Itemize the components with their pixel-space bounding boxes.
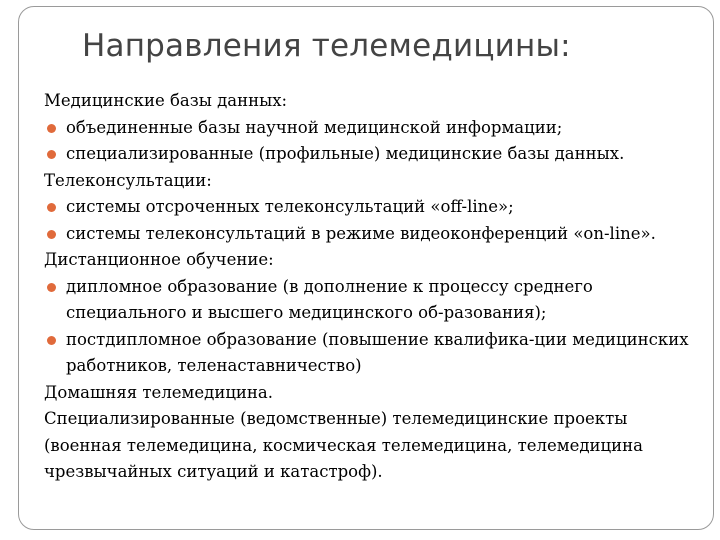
bullet-dot-icon [47, 283, 56, 292]
bullet-text: системы отсроченных телеконсультаций «off-line»; [66, 197, 514, 216]
section-heading-distance-learning: Дистанционное обучение: [44, 250, 274, 269]
bullet-item [44, 194, 694, 221]
bullet-item [44, 115, 694, 142]
bullet-text: объединенные базы научной медицинской информации; [66, 117, 563, 137]
bullet-dot-icon [47, 150, 56, 159]
bullet-text: постдипломное образование (повышение квалифика-ции медицинских работников, теленаставничество) [66, 329, 689, 375]
bullet-dot-icon [47, 124, 56, 133]
section-heading-databases: Медицинские базы данных: [44, 91, 288, 110]
bullet-item [44, 274, 694, 327]
bullet-text: системы телеконсультаций в режиме видеоконференций «on-line». [66, 223, 656, 243]
slide-title: Направления телемедицины: [82, 28, 571, 64]
bullet-item [44, 221, 694, 248]
bullet-text: специализированные (профильные) медицинские базы данных. [66, 144, 625, 163]
bullet-dot-icon [47, 203, 56, 212]
section-heading-home-telemedicine: Домашняя телемедицина. [44, 382, 274, 402]
bullet-item [44, 327, 694, 380]
section-heading-specialized-projects: Специализированные (ведомственные) телемедицинские проекты (военная телемедицина, космическая телемедицина, телемедицина чрезвычайных ситуаций и катастроф). [44, 409, 643, 481]
slide-content [44, 88, 694, 486]
bullet-dot-icon [47, 230, 56, 239]
bullet-dot-icon [47, 336, 56, 345]
bullet-text: дипломное образование (в дополнение к процессу среднего специального и высшего медицинского об-разования); [66, 276, 593, 322]
bullet-item [44, 141, 694, 168]
section-heading-teleconsultations: Телеконсультации: [44, 170, 212, 190]
